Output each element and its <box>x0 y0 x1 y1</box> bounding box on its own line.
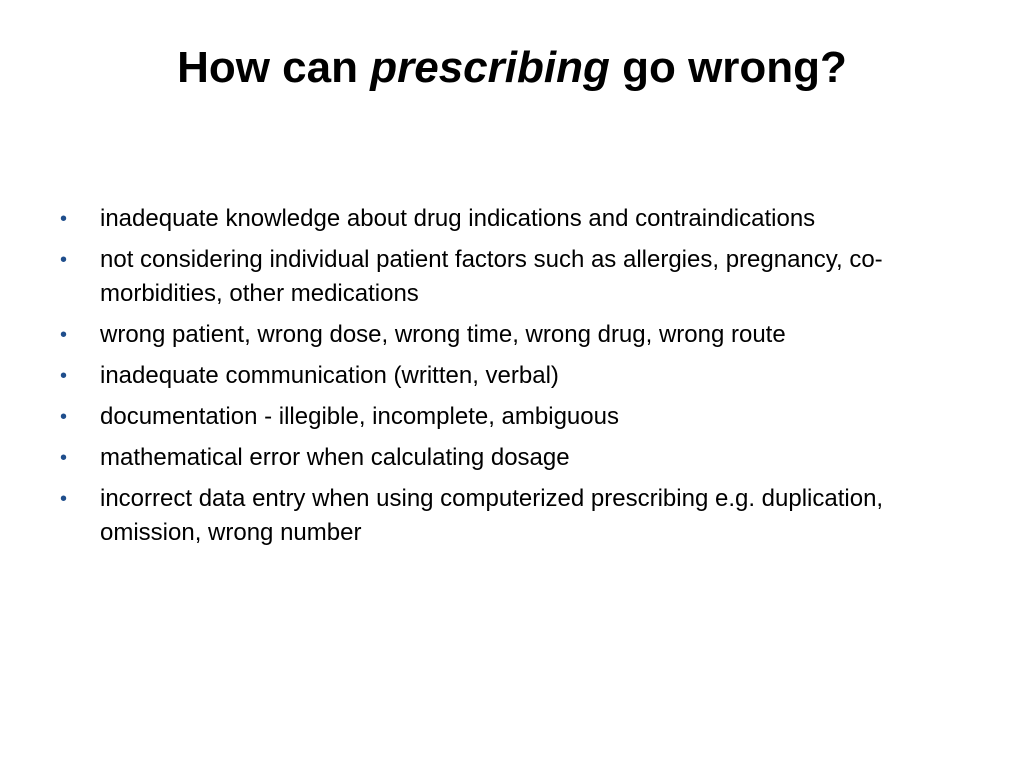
bullet-item <box>60 359 980 393</box>
bullet-icon: • <box>60 324 68 346</box>
bullet-text: inadequate communication (written, verbal) <box>100 362 559 389</box>
bullet-icon: • <box>60 208 68 230</box>
slide-title <box>0 40 1024 96</box>
title-emphasis: prescribing <box>370 43 610 92</box>
bullet-text: mathematical error when calculating dosage <box>100 444 570 471</box>
bullet-icon: • <box>60 488 68 510</box>
title-text-end: go wrong? <box>609 43 847 92</box>
bullet-icon: • <box>60 447 68 469</box>
bullet-item <box>60 441 980 475</box>
bullet-text: not considering individual patient factors such as allergies, pregnancy, co-morbidities, other medications <box>100 246 883 307</box>
bullet-text: inadequate knowledge about drug indications and contraindications <box>100 205 816 232</box>
bullet-item <box>60 400 980 434</box>
bullet-item <box>60 318 980 352</box>
title-text-start: How can <box>177 43 371 92</box>
bullet-list <box>60 202 980 557</box>
bullet-text: documentation - illegible, incomplete, ambiguous <box>100 403 619 430</box>
bullet-text: incorrect data entry when using computerized prescribing e.g. duplication, omission, wrong number <box>100 485 884 546</box>
bullet-text: wrong patient, wrong dose, wrong time, wrong drug, wrong route <box>100 321 786 348</box>
bullet-icon: • <box>60 406 68 428</box>
bullet-item <box>60 482 980 550</box>
bullet-icon: • <box>60 365 68 387</box>
bullet-item <box>60 202 980 236</box>
bullet-item <box>60 243 980 311</box>
bullet-icon: • <box>60 249 68 271</box>
